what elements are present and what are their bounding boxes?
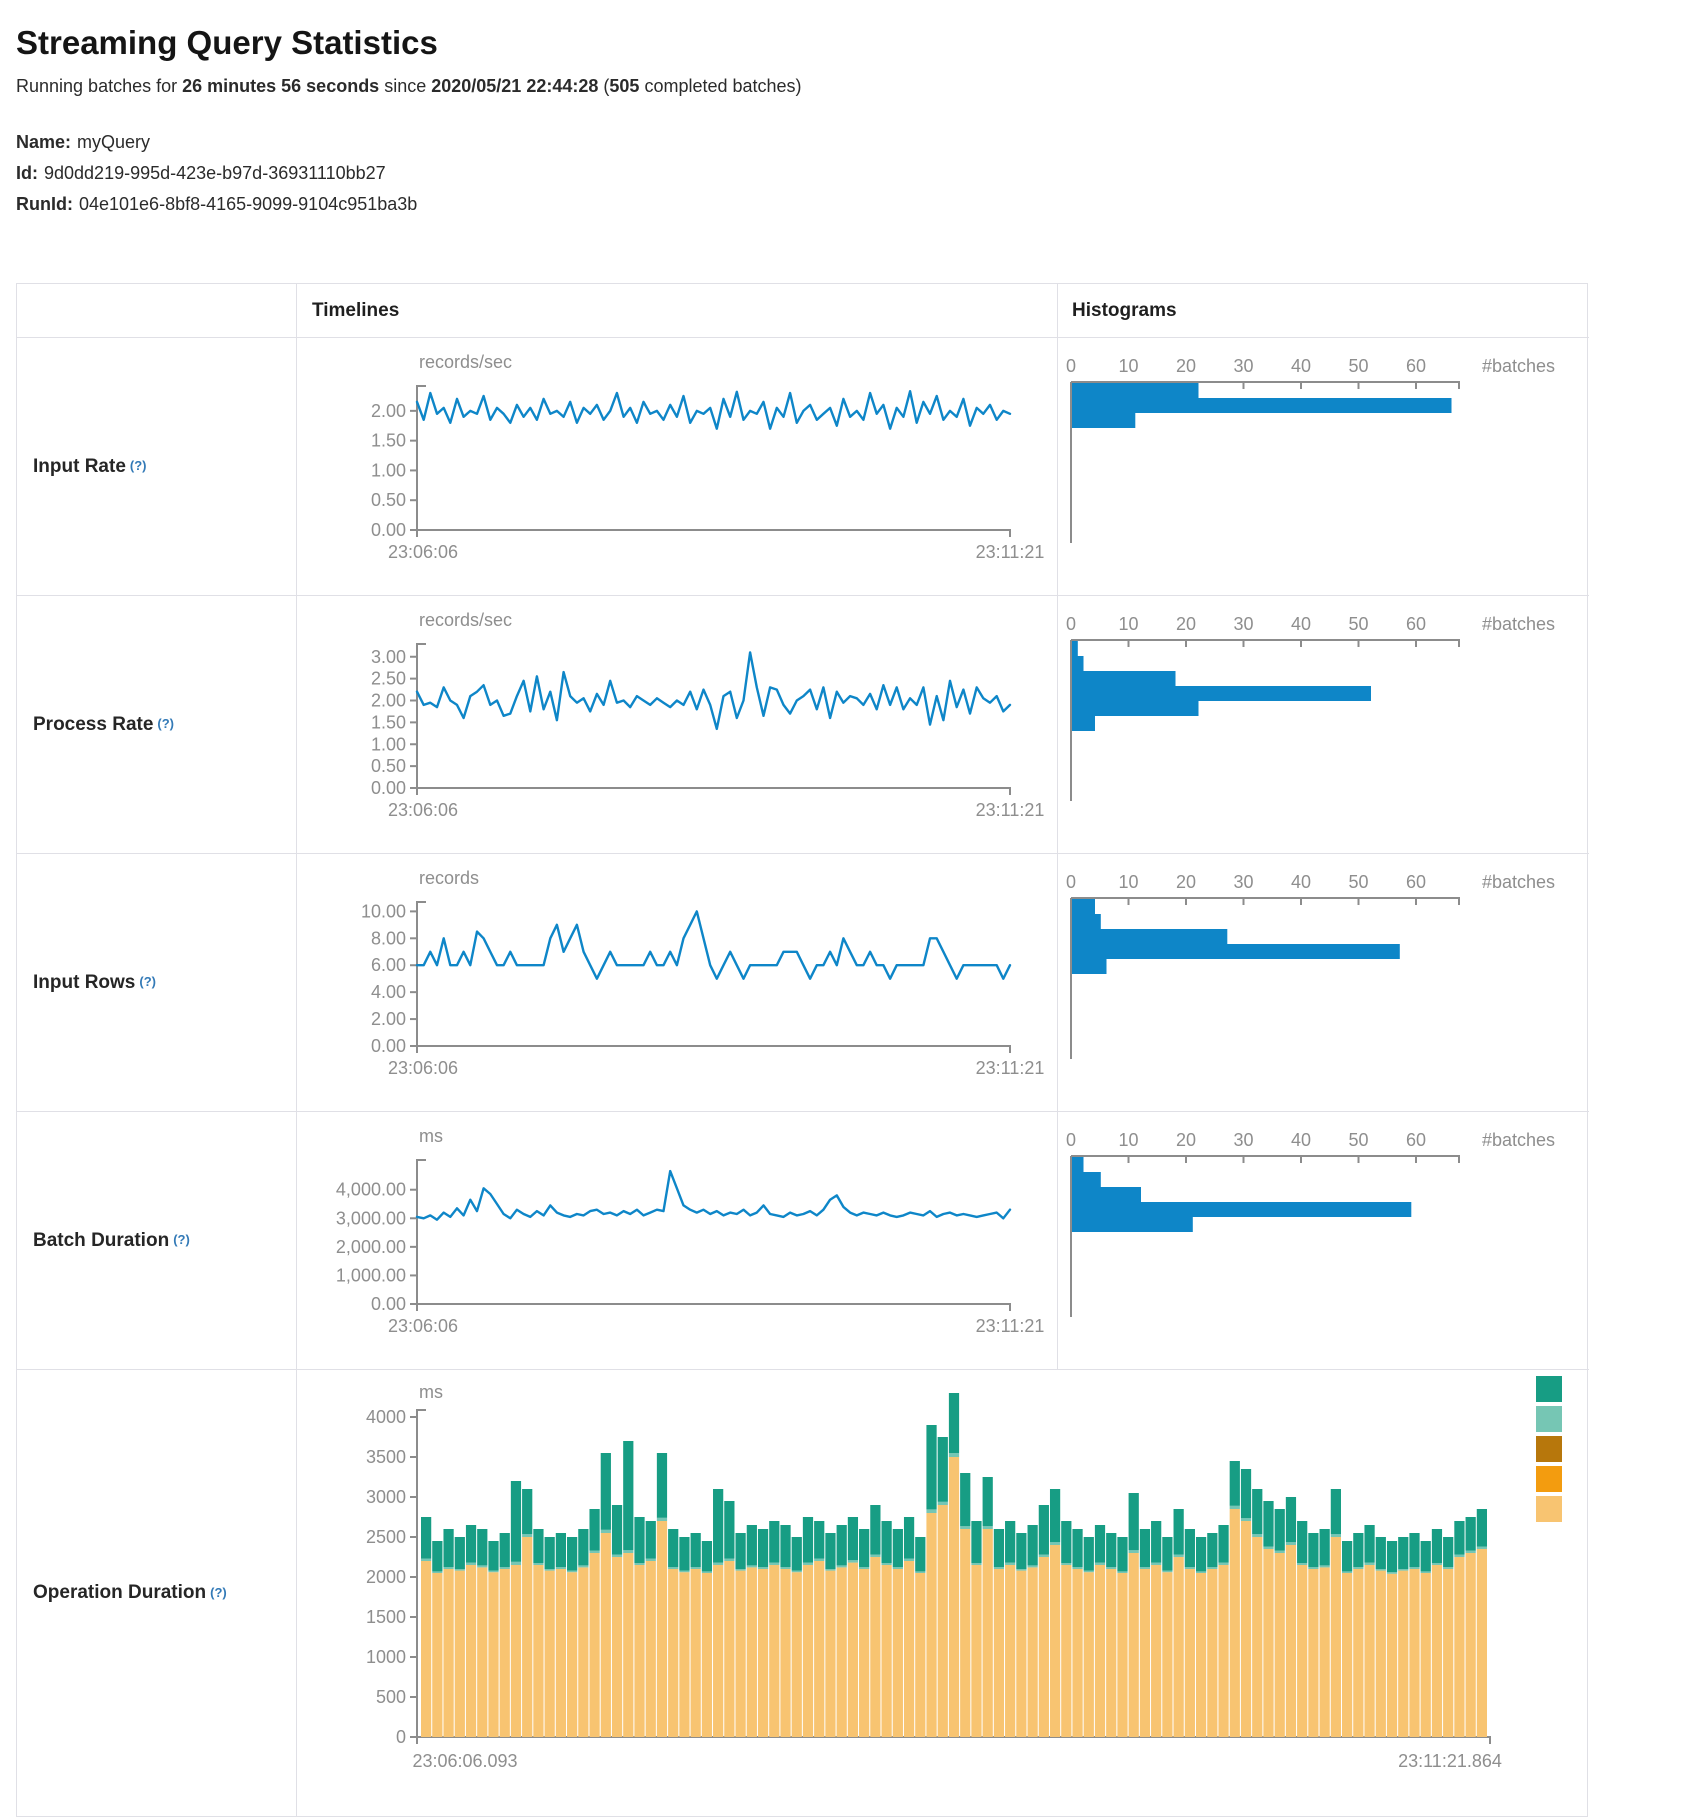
svg-text:40: 40 [1290,614,1312,634]
query-name-line [16,127,1676,158]
svg-text:0: 0 [1065,872,1077,892]
svg-text:20: 20 [1175,1130,1197,1150]
svg-text:10: 10 [1118,1130,1139,1150]
completed-suffix: completed batches) [639,76,802,96]
process-rate-timeline-chart [297,596,1057,853]
svg-text:60: 60 [1405,614,1427,634]
svg-text:50: 50 [1348,356,1369,376]
batch-duration-timeline-cell [296,1111,1057,1369]
svg-text:23:06:06: 23:06:06 [387,1316,459,1336]
svg-text:0: 0 [395,1727,406,1747]
row-label-input-rate [17,337,296,595]
svg-text:1.50: 1.50 [370,430,406,451]
svg-text:50: 50 [1348,872,1369,892]
query-runid-line [16,189,1676,220]
header-histograms: Histograms [1057,284,1589,337]
svg-text:4000: 4000 [365,1407,406,1427]
svg-text:#batches: #batches [1482,872,1556,892]
svg-text:60: 60 [1405,356,1427,376]
svg-text:23:11:21: 23:11:21 [975,800,1045,820]
batch-duration-help-icon[interactable]: (?) [173,1232,190,1247]
id-value: 9d0dd219-995d-423e-b97d-36931110bb27 [44,163,386,183]
running-batches-summary [16,76,1676,97]
input-rows-timeline-cell [296,853,1057,1111]
input-rate-timeline-cell [296,337,1057,595]
id-label: Id: [16,163,38,183]
svg-text:23:06:06.093: 23:06:06.093 [412,1751,518,1771]
svg-text:ms: ms [419,1382,443,1402]
process-rate-help-icon[interactable]: (?) [157,716,175,731]
svg-text:2000: 2000 [365,1567,406,1587]
since-text: since [379,76,432,96]
svg-text:30: 30 [1233,872,1254,892]
svg-text:10: 10 [1118,356,1139,376]
row-label-operation-duration [17,1369,296,1816]
svg-text:23:11:21: 23:11:21 [975,1058,1045,1078]
svg-text:0.00: 0.00 [370,778,406,798]
input-rows-help-icon[interactable]: (?) [139,974,156,989]
row-label-process-rate [17,595,296,853]
operation-duration-chart [297,1370,1589,1816]
svg-text:0.50: 0.50 [370,756,406,777]
svg-text:1,000.00: 1,000.00 [335,1265,406,1286]
batch-duration-label: Batch Duration [33,1229,170,1251]
batch-duration-histogram-cell [1057,1111,1589,1369]
svg-text:3500: 3500 [365,1447,406,1467]
svg-text:0: 0 [1065,356,1077,376]
svg-text:1500: 1500 [365,1607,406,1627]
svg-text:2.00: 2.00 [370,690,406,711]
input-rate-help-icon[interactable]: (?) [129,458,147,473]
row-label-batch-duration [17,1111,296,1369]
svg-text:0.00: 0.00 [370,1036,406,1056]
svg-text:1.50: 1.50 [370,712,406,733]
name-label: Name: [16,132,72,152]
start-time: 2020/05/21 22:44:28 [431,76,599,96]
svg-text:40: 40 [1290,1130,1312,1150]
running-prefix: Running batches for [16,76,183,96]
page-title: Streaming Query Statistics [16,24,438,61]
svg-text:10: 10 [1118,872,1139,892]
svg-text:40: 40 [1290,872,1312,892]
svg-text:1000: 1000 [365,1647,406,1667]
svg-text:2,000.00: 2,000.00 [335,1236,406,1257]
input-rows-histogram-chart [1058,854,1589,1111]
svg-text:40: 40 [1290,356,1312,376]
svg-text:records/sec: records/sec [419,610,513,630]
process-rate-label: Process Rate [33,713,154,735]
input-rows-histogram-cell [1057,853,1589,1111]
svg-text:records/sec: records/sec [419,352,513,372]
svg-text:50: 50 [1348,614,1369,634]
svg-text:#batches: #batches [1482,356,1556,376]
svg-text:6.00: 6.00 [370,955,406,976]
svg-text:23:11:21.864: 23:11:21.864 [1398,1751,1502,1771]
svg-text:1.00: 1.00 [370,734,406,755]
svg-text:50: 50 [1348,1130,1369,1150]
process-rate-histogram-cell [1057,595,1589,853]
svg-text:3.00: 3.00 [370,646,406,667]
operation-duration-label: Operation Duration [33,1582,207,1603]
svg-text:23:06:06: 23:06:06 [387,800,459,820]
input-rate-timeline-chart [297,338,1057,595]
process-rate-histogram-chart [1058,596,1589,853]
batch-duration-histogram-chart [1058,1112,1589,1369]
query-id-line [16,158,1676,189]
svg-text:60: 60 [1405,872,1427,892]
svg-text:0: 0 [1065,614,1077,634]
page [16,0,1676,220]
svg-text:23:11:21: 23:11:21 [975,1316,1045,1336]
svg-text:0.00: 0.00 [370,520,406,540]
stats-table [16,283,1588,1817]
svg-text:30: 30 [1233,356,1254,376]
svg-text:#batches: #batches [1482,614,1556,634]
row-label-input-rows [17,853,296,1111]
paren-open: ( [598,76,610,96]
svg-text:0: 0 [1065,1130,1077,1150]
svg-text:10: 10 [1118,614,1139,634]
input-rows-label: Input Rows [33,971,136,993]
query-meta [16,127,1676,220]
header-empty-cell [17,284,296,337]
running-duration: 26 minutes 56 seconds [182,76,380,96]
svg-text:23:11:21: 23:11:21 [975,542,1045,562]
svg-text:23:06:06: 23:06:06 [387,1058,459,1078]
svg-text:30: 30 [1233,614,1254,634]
input-rate-histogram-chart [1058,338,1589,595]
completed-batches-count: 505 [609,76,640,96]
svg-text:0.00: 0.00 [370,1294,406,1314]
svg-text:records: records [419,868,480,888]
process-rate-timeline-cell [296,595,1057,853]
svg-text:ms: ms [419,1126,443,1146]
svg-text:2.00: 2.00 [370,400,406,421]
svg-text:2500: 2500 [365,1527,406,1547]
operation-duration-cell [296,1369,1589,1816]
input-rate-label: Input Rate [33,455,126,477]
svg-text:500: 500 [375,1687,406,1707]
svg-text:4,000.00: 4,000.00 [335,1179,406,1200]
svg-text:20: 20 [1175,614,1197,634]
runid-label: RunId: [16,194,73,214]
svg-text:#batches: #batches [1482,1130,1556,1150]
svg-text:23:06:06: 23:06:06 [387,542,459,562]
input-rows-timeline-chart [297,854,1057,1111]
svg-text:10.00: 10.00 [360,901,406,922]
svg-text:30: 30 [1233,1130,1254,1150]
svg-text:60: 60 [1405,1130,1427,1150]
svg-text:2.00: 2.00 [370,1009,406,1030]
svg-text:3,000.00: 3,000.00 [335,1208,406,1229]
svg-text:20: 20 [1175,356,1197,376]
svg-text:0.50: 0.50 [370,490,406,511]
runid-value: 04e101e6-8bf8-4165-9099-9104c951ba3b [78,194,418,214]
svg-text:3000: 3000 [365,1487,406,1507]
operation-duration-help-icon[interactable]: (?) [210,1584,227,1600]
header-timelines: Timelines [296,284,1057,337]
svg-text:4.00: 4.00 [370,982,406,1003]
svg-text:8.00: 8.00 [370,928,406,949]
input-rate-histogram-cell [1057,337,1589,595]
name-value: myQuery [77,132,151,152]
svg-text:1.00: 1.00 [370,460,406,481]
batch-duration-timeline-chart [297,1112,1057,1369]
svg-text:2.50: 2.50 [370,668,406,689]
svg-text:20: 20 [1175,872,1197,892]
